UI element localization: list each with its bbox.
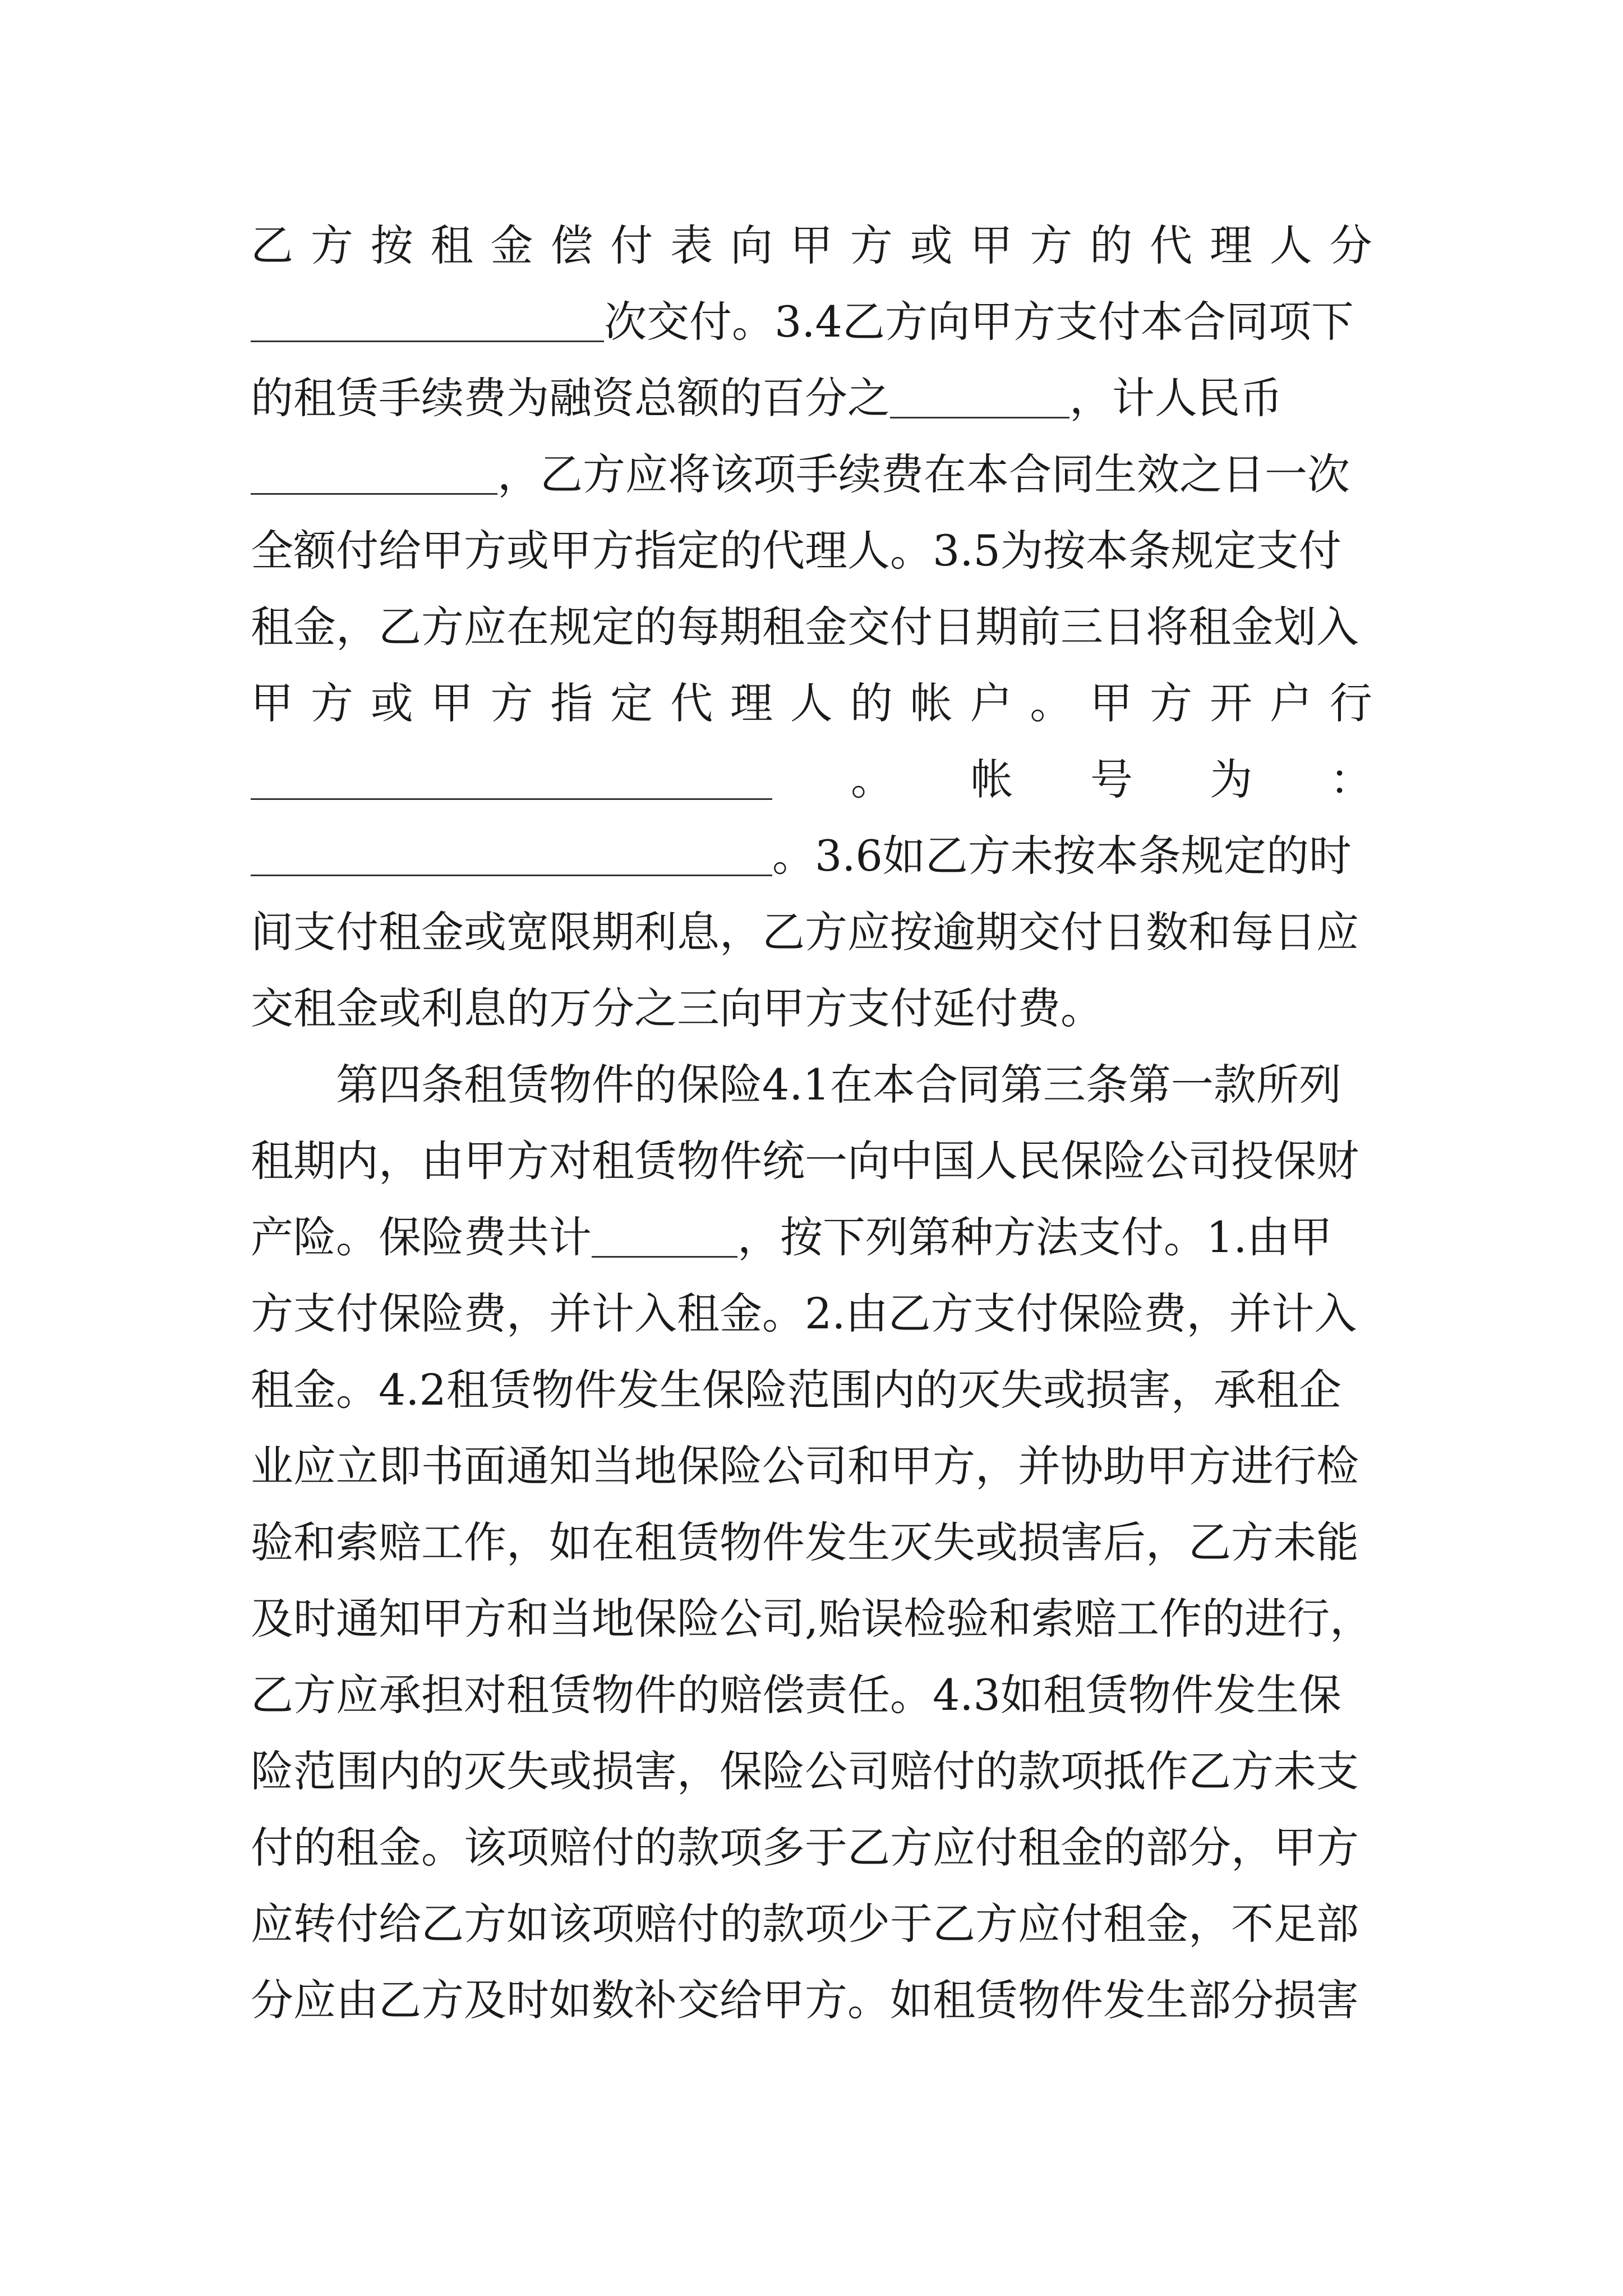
text-char: 人	[1269, 220, 1312, 270]
text-line-7	[251, 665, 1372, 742]
line-text: 险范围内的灭失或损害，保险公司赔付的款项抵作乙方未支	[251, 1746, 1359, 1796]
line-text: 乙方应承担对租赁物件的赔偿责任。4.3如租赁物件发生保	[251, 1670, 1341, 1720]
text-char: 的	[1090, 220, 1133, 270]
line-suffix: ，按下列第种方法支付。1.由甲	[737, 1212, 1332, 1262]
line-text: ，乙方应将该项手续费在本合同生效之日一次	[497, 449, 1350, 499]
line-text: 。3.6如乙方未按本条规定的时	[772, 831, 1352, 881]
text-line-8	[251, 742, 1372, 818]
text-line-10	[251, 894, 1372, 970]
line-text: 交租金或利息的万分之三向甲方支付延付费。	[251, 983, 1103, 1033]
text-char: 的	[850, 678, 893, 728]
text-char: 甲	[1090, 678, 1133, 728]
line-text: 付的租金。该项赔付的款项多于乙方应付租金的部分，甲方	[251, 1823, 1359, 1872]
text-char: 方	[850, 220, 893, 270]
text-char: 帐	[970, 754, 1013, 804]
text-line-16	[251, 1352, 1372, 1428]
line-text: 应转付给乙方如该项赔付的款项少于乙方应付租金，不足部	[251, 1899, 1359, 1949]
text-line-14	[251, 1199, 1372, 1276]
text-char: 行	[1329, 678, 1372, 728]
text-char: 定	[610, 678, 653, 728]
text-char: 代	[1150, 220, 1193, 270]
text-char: 方	[490, 678, 533, 728]
text-char: 指	[550, 678, 593, 728]
text-line-5	[251, 513, 1372, 589]
line-text: 验和索赔工作，如在租赁物件发生灭失或损害后，乙方未能	[251, 1517, 1359, 1567]
fill-blank[interactable]	[890, 374, 1069, 418]
text-char: 理	[1210, 220, 1252, 270]
text-char: 代	[670, 678, 713, 728]
line-text: 租金。4.2租赁物件发生保险范围内的灭失或损害，承租企	[251, 1365, 1341, 1415]
text-line-12	[336, 1047, 1372, 1123]
line-text: 租期内，由甲方对租赁物件统一向中国人民保险公司投保财	[251, 1136, 1359, 1186]
text-char: 。	[851, 754, 893, 804]
text-line-18	[251, 1504, 1372, 1581]
text-line-23	[251, 1886, 1372, 1962]
text-char: 分	[1329, 220, 1372, 270]
text-line-21	[251, 1733, 1372, 1810]
text-char: 方	[310, 220, 353, 270]
text-line-17	[251, 1428, 1372, 1504]
account-label	[772, 742, 1372, 818]
text-line-3	[251, 360, 1372, 436]
text-char: 甲	[251, 678, 293, 728]
line-text: 方支付保险费，并计入租金。2.由乙方支付保险费，并计入	[251, 1289, 1357, 1338]
text-char: 帐	[910, 678, 953, 728]
line-text: 产险。保险费共计	[251, 1212, 592, 1262]
text-char: 或	[370, 678, 413, 728]
fill-blank[interactable]	[251, 756, 772, 800]
line-text: 次交付。3.4乙方向甲方支付本合同项下	[604, 297, 1354, 347]
text-line-13	[251, 1123, 1372, 1199]
text-char: 甲	[790, 220, 833, 270]
line-text: 业应立即书面通知当地保险公司和甲方，并协助甲方进行检	[251, 1441, 1359, 1491]
line-text: 第四条租赁物件的保险4.1在本合同第三条第一款所列	[336, 1060, 1341, 1110]
fill-blank[interactable]	[251, 298, 604, 342]
line-text: 租金，乙方应在规定的每期租金交付日期前三日将租金划入	[251, 602, 1359, 652]
text-line-2	[251, 284, 1372, 360]
text-char: 方	[310, 678, 353, 728]
text-line-19	[251, 1581, 1372, 1657]
text-line-1	[251, 208, 1372, 284]
text-char: 户	[1269, 678, 1312, 728]
text-char: 偿	[550, 220, 593, 270]
text-line-20	[251, 1657, 1372, 1733]
line-text: 及时通知甲方和当地保险公司,贻误检验和索赔工作的进行，	[251, 1594, 1372, 1644]
text-line-15	[251, 1276, 1372, 1352]
line-suffix: ，计人民币	[1069, 373, 1283, 423]
text-line-11	[251, 970, 1372, 1047]
text-line-24	[251, 1962, 1372, 2039]
text-char: 号	[1090, 754, 1133, 804]
fill-blank[interactable]	[251, 832, 772, 876]
text-char: 按	[370, 220, 413, 270]
fill-blank[interactable]	[251, 450, 497, 495]
text-char: 方	[1030, 220, 1073, 270]
text-line-22	[251, 1810, 1372, 1886]
fill-blank[interactable]	[592, 1213, 737, 1258]
text-char: 付	[610, 220, 653, 270]
text-char: 人	[790, 678, 833, 728]
line-text: 间支付租金或宽限期利息，乙方应按逾期交付日数和每日应	[251, 907, 1359, 957]
line-text: 分应由乙方及时如数补交给甲方。如租赁物件发生部分损害	[251, 1975, 1359, 2025]
line-text: 全额付给甲方或甲方指定的代理人。3.5为按本条规定支付	[251, 526, 1341, 576]
text-char: 方	[1150, 678, 1193, 728]
text-char: 租	[430, 220, 473, 270]
text-char: 甲	[430, 678, 473, 728]
text-char: ：	[1330, 754, 1372, 804]
text-char: 向	[730, 220, 773, 270]
text-line-9	[251, 818, 1372, 894]
text-char: 金	[490, 220, 533, 270]
text-line-4	[251, 436, 1372, 513]
text-char: 乙	[251, 220, 293, 270]
line-text: 的租赁手续费为融资总额的百分之	[251, 373, 890, 423]
text-char: 理	[730, 678, 773, 728]
text-char: 户	[970, 678, 1013, 728]
text-char: 为	[1210, 754, 1253, 804]
text-char: 开	[1210, 678, 1252, 728]
text-char: 。	[1030, 678, 1073, 728]
text-char: 或	[910, 220, 953, 270]
text-char: 甲	[970, 220, 1013, 270]
text-char: 表	[670, 220, 713, 270]
text-line-6	[251, 589, 1372, 665]
